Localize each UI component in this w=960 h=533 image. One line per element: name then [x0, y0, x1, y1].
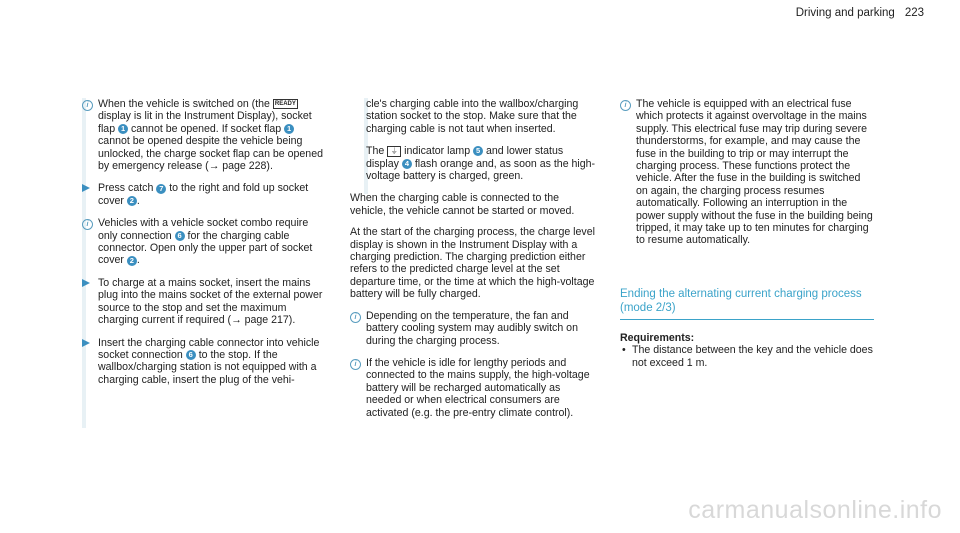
item-text: Press catch 7 to the right and fold up socket cover 2 . [98, 182, 309, 207]
item-text: cle's charging cable into the wallbox/charging station socket to the stop. Make sure that the charging cable is not taut when inserted. [366, 98, 579, 135]
column-right [620, 98, 874, 369]
section-heading: Ending the alternating current charging process (mode 2/3) [620, 287, 874, 320]
callout-number-icon: 4 [402, 159, 412, 169]
callout-number-icon: 2 [127, 256, 137, 266]
item-text: Depending on the temperature, the fan and battery cooling system may audibly switch on during the charging process. [366, 309, 578, 347]
callout-number-icon: 1 [118, 124, 128, 134]
page-number: 223 [904, 7, 924, 19]
info-note [82, 217, 328, 267]
instruction-step [82, 182, 328, 207]
step-continuation [350, 145, 596, 182]
callout-number-icon: 7 [156, 184, 166, 194]
info-note [350, 310, 596, 347]
step-arrow-icon [82, 184, 90, 192]
info-note [620, 98, 874, 247]
page-header [796, 7, 924, 19]
info-note [82, 98, 328, 172]
watermark: carmanualsonline.info [688, 496, 942, 524]
column-left [82, 98, 328, 396]
step-arrow-icon [82, 339, 90, 347]
info-icon: i [82, 100, 93, 111]
instruction-step [82, 337, 328, 387]
item-text: Vehicles with a vehicle socket combo require only connection 6 for the charging cable connector. Open only the upper part of socket cover 2 . [98, 217, 313, 267]
requirements-label: Requirements: [620, 331, 695, 344]
column-middle [350, 98, 596, 429]
step-continuation [350, 98, 596, 135]
info-note [350, 357, 596, 419]
charging-plug-icon: ⏚ [387, 146, 401, 157]
callout-number-icon: 1 [284, 124, 294, 134]
info-icon: i [350, 359, 361, 370]
callout-number-icon: 2 [127, 196, 137, 206]
info-icon: i [350, 312, 361, 323]
step-arrow-icon [82, 279, 90, 287]
callout-number-icon: 5 [473, 146, 483, 156]
item-text: When the vehicle is switched on (the READY display is lit in the Instrument Display), socket flap 1 cannot be opened. If socket flap 1 cannot be opened despite the vehicle being unlocked, the charge socket flap can be opened by emergency release (→ page 228). [98, 98, 323, 173]
info-icon: i [82, 219, 93, 230]
callout-number-icon: 6 [186, 350, 196, 360]
item-text: To charge at a mains socket, insert the mains plug into the mains socket of the external power source to the stop and set the maximum charging current if required (→ page 217). [98, 276, 323, 327]
fuse-info-text: The vehicle is equipped with an electrical fuse which protects it against overvoltage in the mains supply. This electrical fuse may trip during severe thunderstorms, for example, and may cause the fuse in the building to trip or may interrupt the charging process. These functions protect the vehicle. After the fuse in the building is switched on again, the charging process resumes automatically. Following an interruption in the power supply without the fuse in the building being tripped, it may take up to ten minutes for charging to resume automatically. [636, 98, 873, 247]
body-paragraph: When the charging cable is connected to the vehicle, the vehicle cannot be started or moved. [350, 192, 575, 217]
ready-indicator-icon: READY [274, 101, 296, 108]
info-icon: i [620, 100, 631, 111]
instruction-step [82, 277, 328, 327]
requirement-item: • The distance between the key and the vehicle does not exceed 1 m. [620, 344, 874, 369]
item-text: Insert the charging cable connector into vehicle socket connection 6 to the stop. If the wallbox/charging station is not equipped with a charging cable, insert the plug of the vehi- [98, 336, 320, 386]
item-text: If the vehicle is idle for lengthy periods and connected to the mains supply, the high-voltage battery will be recharged automatically as needed or when electrical consumers are activated (e.g. the pre-entry climate control). [366, 356, 590, 419]
section-name: Driving and parking [795, 7, 895, 19]
body-paragraph: At the start of the charging process, the charge level display is shown in the Instrument Display with a charging prediction. The charging prediction either refers to the predicted charge level at the set departure time, or the time at which the high-voltage battery will be fully charged. [350, 226, 595, 301]
callout-number-icon: 6 [175, 231, 185, 241]
item-text: The ⏚ indicator lamp 5 and lower status display 4 flash orange and, as soon as the high-voltage battery is charged, green. [366, 145, 596, 183]
